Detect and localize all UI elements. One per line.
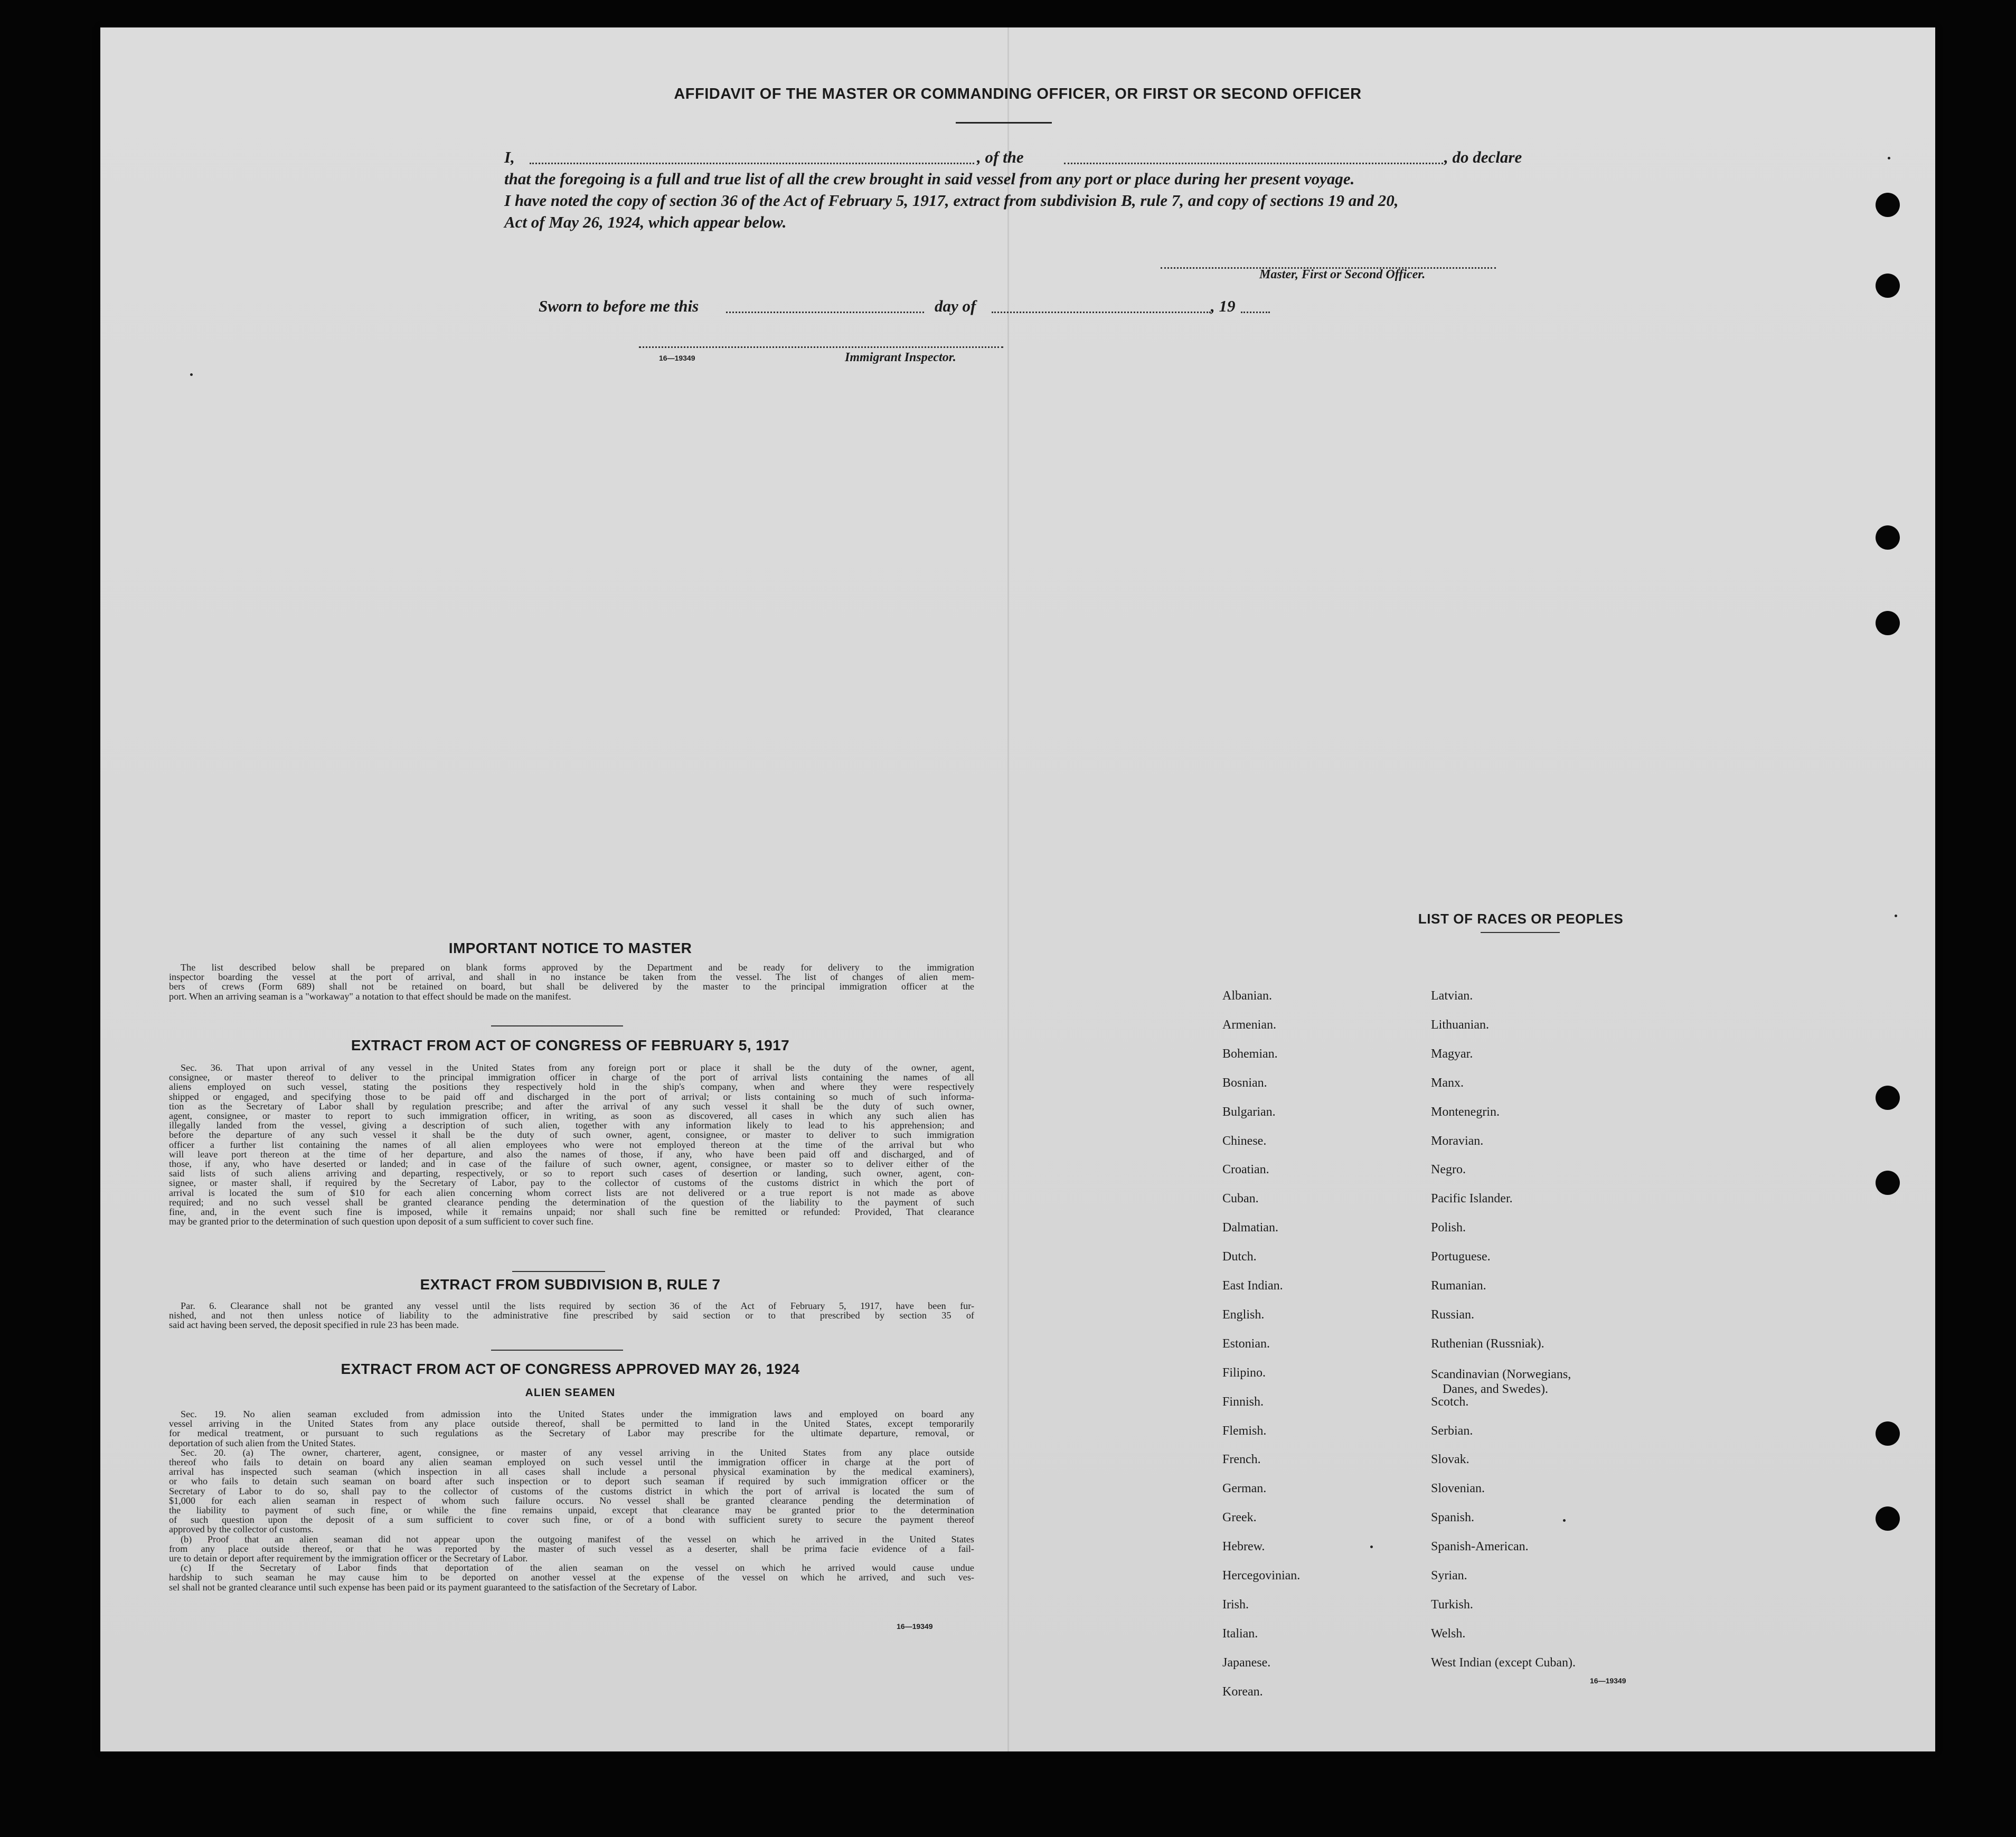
race-item: Dalmatian. <box>1222 1221 1278 1235</box>
race-item: Syrian. <box>1431 1569 1467 1582</box>
text-line: arrival is located the sum of $10 for each alien concerning whom correct lists are not delivered or a true report is not made as above <box>169 1187 974 1198</box>
text-line: (c) If the Secretary of Labor finds that deportation of the alien seaman on the vessel on which he arrived would cause undue <box>181 1562 974 1574</box>
text-line: agent, consignee, or master to report to such immigration officer, in writing, as soon as discovered, all cases in which any such alien has <box>169 1110 974 1122</box>
title-underline <box>956 122 1052 124</box>
race-item: Slovenian. <box>1431 1482 1485 1495</box>
text-line: will leave port thereon at the time of her departure, and also the names of those, if any, who have been paid off and discharged, and of <box>169 1148 974 1160</box>
text-line: ure to detain or deport after requirement by the immigration officer or the Secretary of Labor. <box>169 1553 528 1564</box>
race-item: Portuguese. <box>1431 1250 1491 1264</box>
race-item: Russian. <box>1431 1308 1475 1322</box>
text-line: before the departure of any such vessel it shall be the duty of such owner, agent, consignee, or master to deliver to such immigration <box>169 1129 974 1141</box>
text-line: nished, and not then unless notice of liability to the administrative fine prescribed by said section or to that prescribed by section 35 of <box>169 1310 974 1321</box>
race-item: Latvian. <box>1431 989 1473 1003</box>
paper-speck <box>1895 915 1897 917</box>
race-item: English. <box>1222 1308 1265 1322</box>
notice-paragraph <box>169 963 974 1001</box>
paper-speck <box>1563 1519 1566 1522</box>
race-item: Hercegovinian. <box>1222 1569 1301 1582</box>
declarant-name-field[interactable] <box>530 163 974 164</box>
vessel-name-field[interactable] <box>1064 163 1443 164</box>
section-divider <box>512 1271 605 1272</box>
race-item: Lithuanian. <box>1431 1018 1489 1032</box>
binder-hole <box>1876 611 1900 635</box>
race-item: Japanese. <box>1222 1656 1271 1670</box>
text-line: Secretary of Labor to do so, shall pay to the collector of customs of the customs district in which the port of arrival is located the sum of <box>169 1485 974 1496</box>
text-line: Sec. 36. That upon arrival of any vessel in the United States from any foreign port or place it shall be the duty of the owner, agent, <box>181 1062 974 1073</box>
race-item: Ruthenian (Russniak). <box>1431 1337 1544 1351</box>
text-line: The list described below shall be prepared on blank forms approved by the Department and be ready for delivery to the immigration <box>181 962 974 973</box>
race-item: Serbian. <box>1431 1424 1473 1438</box>
section-divider <box>491 1025 623 1026</box>
text-line: approved by the collector of customs. <box>169 1524 314 1535</box>
binder-hole <box>1876 1421 1900 1446</box>
text-line: thereof who fails to detain on board any alien seaman employed on such vessel until the immigration officer in charge at the port of <box>169 1457 974 1468</box>
binder-hole <box>1876 1086 1900 1110</box>
form-number-bottom-left: 16—19349 <box>897 1622 933 1631</box>
race-item: Hebrew. <box>1222 1540 1265 1553</box>
race-item: Bosnian. <box>1222 1076 1267 1090</box>
race-item: Scandinavian (Norwegians, <box>1431 1368 1571 1381</box>
text-line: arrival has inspected such seaman (which inspection in all cases shall include a personal physical examination by the medical examiners), <box>169 1466 974 1477</box>
text-line: bers of crews (Form 689) shall not be retained on board, but shall be delivered by the master to the principal immigration officer at the <box>169 981 974 992</box>
race-item: Slovak. <box>1431 1453 1469 1466</box>
paper-speck <box>1888 157 1890 159</box>
race-item: Moravian. <box>1431 1134 1484 1148</box>
race-item: Armenian. <box>1222 1018 1276 1032</box>
binder-hole <box>1876 274 1900 298</box>
binder-hole <box>1876 525 1900 550</box>
paper-speck <box>190 373 193 376</box>
binder-hole <box>1876 1506 1900 1531</box>
vessel-prefix: , of the <box>977 148 1024 166</box>
race-item: Magyar. <box>1431 1047 1473 1061</box>
race-item: Negro. <box>1431 1163 1466 1176</box>
race-item: Turkish. <box>1431 1598 1473 1612</box>
text-line: of such question upon the deposit of a sum sufficient to cover such fine, or of a bond with sufficient surety to secure the payment thereof <box>169 1514 974 1525</box>
year-prefix: , 19 <box>1211 297 1236 315</box>
text-line: those, if any, who have deserted or landed; and in case of the failure of such owner, agent, consignee, or master so to deliver either of the <box>169 1158 974 1170</box>
declarant-prefix: I, <box>504 148 515 166</box>
master-signature-label: Master, First or Second Officer. <box>1259 268 1426 281</box>
race-item: Rumanian. <box>1431 1279 1486 1293</box>
text-line: $1,000 for each alien seaman in respect of whom such failure occurs. No vessel shall be granted clearance pending the determination of <box>169 1495 974 1506</box>
sworn-month-field[interactable] <box>992 312 1211 313</box>
text-line: from any place outside thereof, or that he was reported by the master of such vessel as a deserter, shall be prima facie evidence of a fail- <box>169 1543 974 1554</box>
text-line: inspector boarding the vessel at the port of arrival, and shall in no instance be taken from the vessel. The list of changes of alien mem- <box>169 972 974 983</box>
text-line: illegally landed from the vessel, giving a description of such alien, together with any information likely to lead to his apprehension; and <box>169 1120 974 1131</box>
races-title: LIST OF RACES OR PEOPLES <box>1418 911 1624 927</box>
text-line: consignee, or master thereof to deliver to the principal immigration officer in charge of the port of arrival lists containing the names of all <box>169 1072 974 1083</box>
inspector-label: Immigrant Inspector. <box>845 351 956 364</box>
race-item: Finnish. <box>1222 1395 1264 1409</box>
race-item: Danes, and Swedes). <box>1443 1382 1548 1396</box>
race-item: Chinese. <box>1222 1134 1267 1148</box>
text-line: may be granted prior to the determination of such question upon deposit of a sum sufficient to cover such fine. <box>169 1216 594 1227</box>
race-item: Italian. <box>1222 1627 1258 1641</box>
text-line: shipped or engaged, and specifying those to be paid off and discharged in the port of arrival; or lists containing so much of such informa- <box>169 1091 974 1102</box>
race-item: Pacific Islander. <box>1431 1192 1513 1205</box>
text-line: Par. 6. Clearance shall not be granted any vessel until the lists required by section 36 of the Act of February 5, 1917, have been fur- <box>181 1301 974 1311</box>
act-1924-title: EXTRACT FROM ACT OF CONGRESS APPROVED MAY 26, 1924 <box>341 1361 800 1377</box>
race-item: Dutch. <box>1222 1250 1257 1264</box>
text-line: hardship to such seaman he may cause him to be deported on another vessel at the expense of the vessel on which he arrived, and such ves- <box>169 1572 974 1583</box>
day-of-label: day of <box>935 297 976 315</box>
affidavit-line-2: that the foregoing is a full and true list of all the crew brought in said vessel from any port or place during her present voyage. <box>504 169 1355 188</box>
rule-7-paragraph <box>169 1301 974 1330</box>
race-item: Filipino. <box>1222 1366 1266 1380</box>
race-item: German. <box>1222 1482 1267 1495</box>
text-line: vessel arriving in the United States from any place outside thereof, shall be permitted to land in the United States, except temporarily <box>169 1418 974 1429</box>
race-item: West Indian (except Cuban). <box>1431 1656 1576 1670</box>
text-line: Sec. 19. No alien seaman excluded from admission into the United States under the immigration laws and employed on board any <box>181 1409 974 1419</box>
sworn-day-field[interactable] <box>726 312 924 313</box>
text-line: aliens employed on such vessel, stating the positions they respectively hold in the ship's company, when and where they were respectively <box>169 1081 974 1092</box>
text-line: the liability to payment of such fine, or while the fine remains unpaid, except that clearance may be granted prior to the determination <box>169 1505 974 1516</box>
text-line: Sec. 20. (a) The owner, charterer, agent, consignee, or master of any vessel arriving in the United States from any place outside <box>181 1447 974 1458</box>
race-item: Albanian. <box>1222 989 1272 1003</box>
race-item: Spanish. <box>1431 1511 1475 1524</box>
race-item: Manx. <box>1431 1076 1464 1090</box>
race-item: Korean. <box>1222 1685 1263 1699</box>
text-line: said act having been served, the deposit specified in rule 23 has been made. <box>169 1320 459 1331</box>
affidavit-body <box>504 146 1624 233</box>
text-line: officer a further list containing the names of all alien employees who were not employed thereon at the time of the arrival but who <box>169 1139 974 1150</box>
sworn-year-field[interactable] <box>1241 312 1270 313</box>
races-title-underline <box>1481 932 1560 933</box>
race-item: Estonian. <box>1222 1337 1270 1351</box>
affidavit-line-3: I have noted the copy of section 36 of the Act of February 5, 1917, extract from subdivision B, rule 7, and copy of sections 19 and 20, <box>504 191 1399 210</box>
affidavit-title: AFFIDAVIT OF THE MASTER OR COMMANDING OFFICER, OR FIRST OR SECOND OFFICER <box>674 86 1362 102</box>
text-line: or who fails to detain such seaman on board after such inspection or to deport such seaman if required by such immigration officer or the <box>169 1476 974 1487</box>
race-item: Bohemian. <box>1222 1047 1278 1061</box>
text-line: for medical treatment, or pursuant to such regulations as the Secretary of Labor may prescribe for the ultimate departure, removal, or <box>169 1428 974 1439</box>
race-item: Greek. <box>1222 1511 1257 1524</box>
race-item: French. <box>1222 1453 1261 1466</box>
binder-hole <box>1876 193 1900 217</box>
binder-hole <box>1876 1171 1900 1195</box>
form-number-top: 16—19349 <box>659 354 695 362</box>
race-item: Flemish. <box>1222 1424 1267 1438</box>
act-1924-paragraph <box>169 1409 974 1592</box>
race-item: Croatian. <box>1222 1163 1269 1176</box>
notice-title: IMPORTANT NOTICE TO MASTER <box>448 940 692 956</box>
act-1917-paragraph <box>169 1063 974 1226</box>
rule-7-title: EXTRACT FROM SUBDIVISION B, RULE 7 <box>420 1276 721 1293</box>
text-line: required; and no such vessel shall be granted clearance pending the determination of the question of the liability to the payment of such <box>169 1197 974 1208</box>
affidavit-line-1 <box>504 146 1624 168</box>
inspector-signature-line[interactable] <box>639 346 1003 348</box>
text-line: fine, and, in the event such fine is imposed, while it remains unpaid; nor shall such fine be remitted or refunded: Provided, That clearance <box>169 1207 974 1218</box>
sworn-label: Sworn to before me this <box>539 297 699 315</box>
declare-text: , do declare <box>1444 148 1522 166</box>
race-item: Cuban. <box>1222 1192 1259 1205</box>
paper-speck <box>1370 1546 1373 1548</box>
text-line: (b) Proof that an alien seaman did not appear upon the outgoing manifest of the vessel on which he arrived in the United States <box>181 1533 974 1544</box>
race-item: Polish. <box>1431 1221 1466 1235</box>
text-line: signee, or master shall, if required by the Secretary of Labor, pay to the collector of customs of the customs district in which the port of <box>169 1177 974 1189</box>
alien-seamen-subtitle: ALIEN SEAMEN <box>525 1387 616 1399</box>
race-item: Montenegrin. <box>1431 1105 1500 1119</box>
text-line: deportation of such alien from the United States. <box>169 1437 356 1448</box>
text-line: tion as the Secretary of Labor shall by regulation prescribe; and after the arrival of any such vessel it shall be the duty of such owner, <box>169 1100 974 1111</box>
document-sheet <box>100 27 1935 1751</box>
race-item: Irish. <box>1222 1598 1249 1612</box>
text-line: sel shall not be granted clearance until such expense has been paid or its payment guaranteed to the satisfaction of the Secretary of Labor. <box>169 1581 697 1593</box>
text-line: port. When an arriving seaman is a "workaway" a notation to that effect should be made on the manifest. <box>169 991 571 1002</box>
act-1917-title: EXTRACT FROM ACT OF CONGRESS OF FEBRUARY 5, 1917 <box>351 1037 790 1053</box>
text-line: said lists of such aliens arriving and departing, respectively, or so to report such cases of desertion or landing, such owner, agent, con- <box>169 1168 974 1179</box>
race-item: Bulgarian. <box>1222 1105 1276 1119</box>
section-divider <box>491 1350 623 1351</box>
race-item: Welsh. <box>1431 1627 1466 1641</box>
race-item: Spanish-American. <box>1431 1540 1529 1553</box>
fold-line <box>1007 27 1009 1751</box>
form-number-races: 16—19349 <box>1590 1676 1626 1685</box>
affidavit-line-4: Act of May 26, 1924, which appear below. <box>504 213 787 231</box>
race-item: Scotch. <box>1431 1395 1469 1409</box>
race-item: East Indian. <box>1222 1279 1283 1293</box>
